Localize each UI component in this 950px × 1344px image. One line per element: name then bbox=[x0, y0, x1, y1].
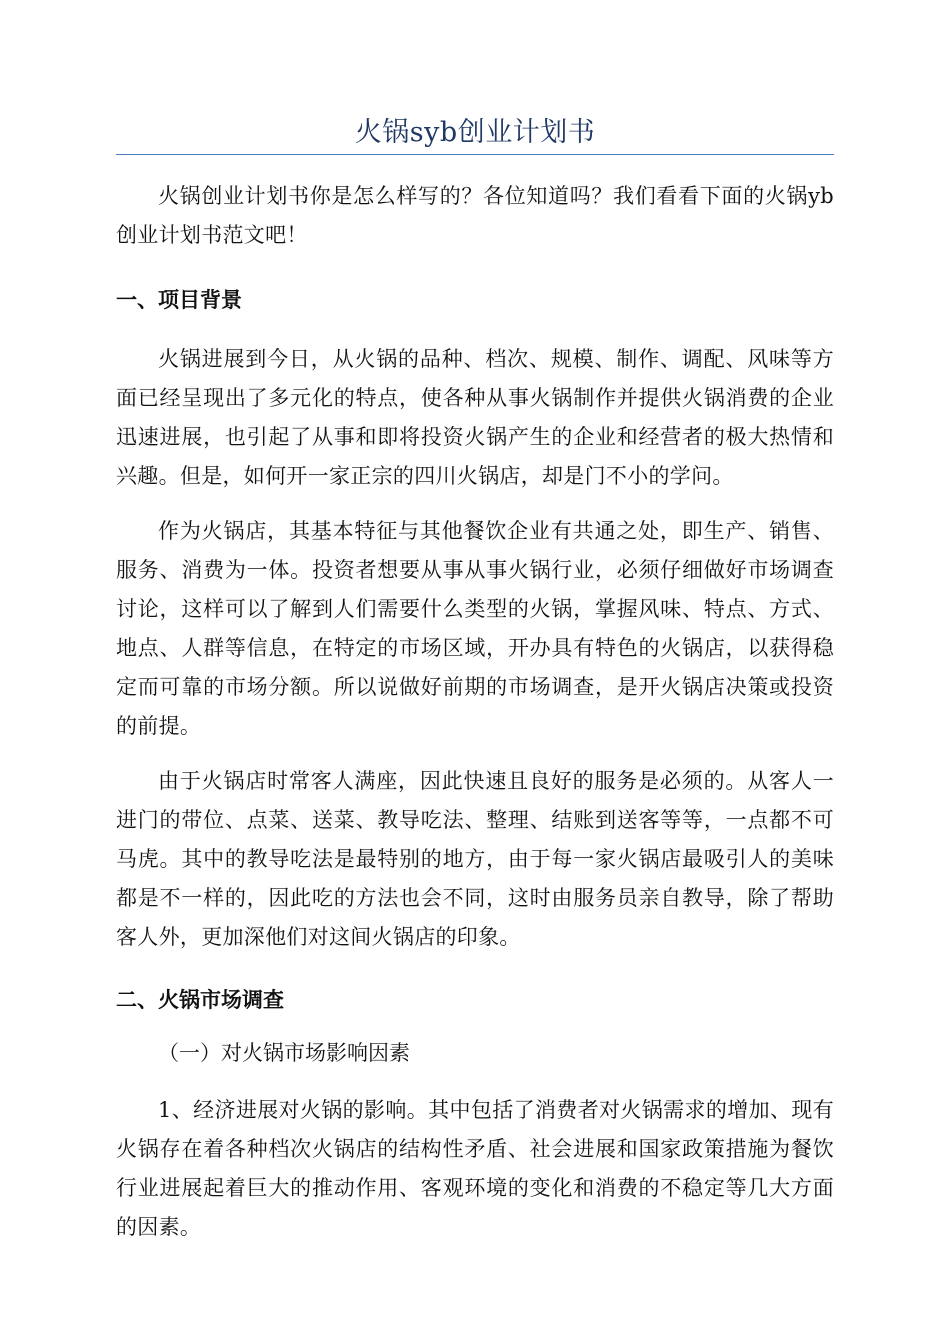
section-heading-market-survey: 二、火锅市场调查 bbox=[116, 988, 284, 1012]
background-paragraph-1: 火锅进展到今日，从火锅的品种、档次、规模、制作、调配、风味等方面已经呈现出了多元化的特点，使各种从事火锅制作并提供火锅消费的企业迅速进展，也引起了从事和即将投资火锅产生的企业和经营者的极大热情和兴趣。但是，如何开一家正宗的四川火锅店，却是门不小的学问。 bbox=[116, 347, 834, 488]
document-page bbox=[116, 0, 834, 1247]
subsection-heading-factors: （一）对火锅市场影响因素 bbox=[158, 1041, 410, 1065]
section-heading-background: 一、项目背景 bbox=[116, 288, 242, 312]
background-paragraph-3: 由于火锅店时常客人满座，因此快速且良好的服务是必须的。从客人一进门的带位、点菜、送菜、教导吃法、整理、结账到送客等等，一点都不可马虎。其中的教导吃法是最特别的地方，由于每一家火锅店最吸引人的美味都是不一样的，因此吃的方法也会不同，这时由服务员亲自教导，除了帮助客人外，更加深他们对这间火锅店的印象。 bbox=[116, 769, 834, 949]
background-paragraph-2: 作为火锅店，其基本特征与其他餐饮企业有共通之处，即生产、销售、服务、消费为一体。投资者想要从事从事火锅行业，必须仔细做好市场调查讨论，这样可以了解到人们需要什么类型的火锅，掌握风味、特点、方式、地点、人群等信息，在特定的市场区域，开办具有特色的火锅店，以获得稳定而可靠的市场分额。所以说做好前期的市场调查，是开火锅店决策或投资的前提。 bbox=[116, 519, 834, 738]
title-underline bbox=[116, 154, 834, 155]
document-title: 火锅syb创业计划书 bbox=[354, 117, 596, 148]
market-paragraph-1: 1、经济进展对火锅的影响。其中包括了消费者对火锅需求的增加、现有火锅存在着各种档次火锅店的结构性矛盾、社会进展和国家政策措施为餐饮行业进展起着巨大的推动作用、客观环境的变化和消费的不稳定等几大方面的因素。 bbox=[116, 1098, 834, 1239]
intro-paragraph: 火锅创业计划书你是怎么样写的？各位知道吗？我们看看下面的火锅yb创业计划书范文吧！ bbox=[116, 184, 834, 247]
